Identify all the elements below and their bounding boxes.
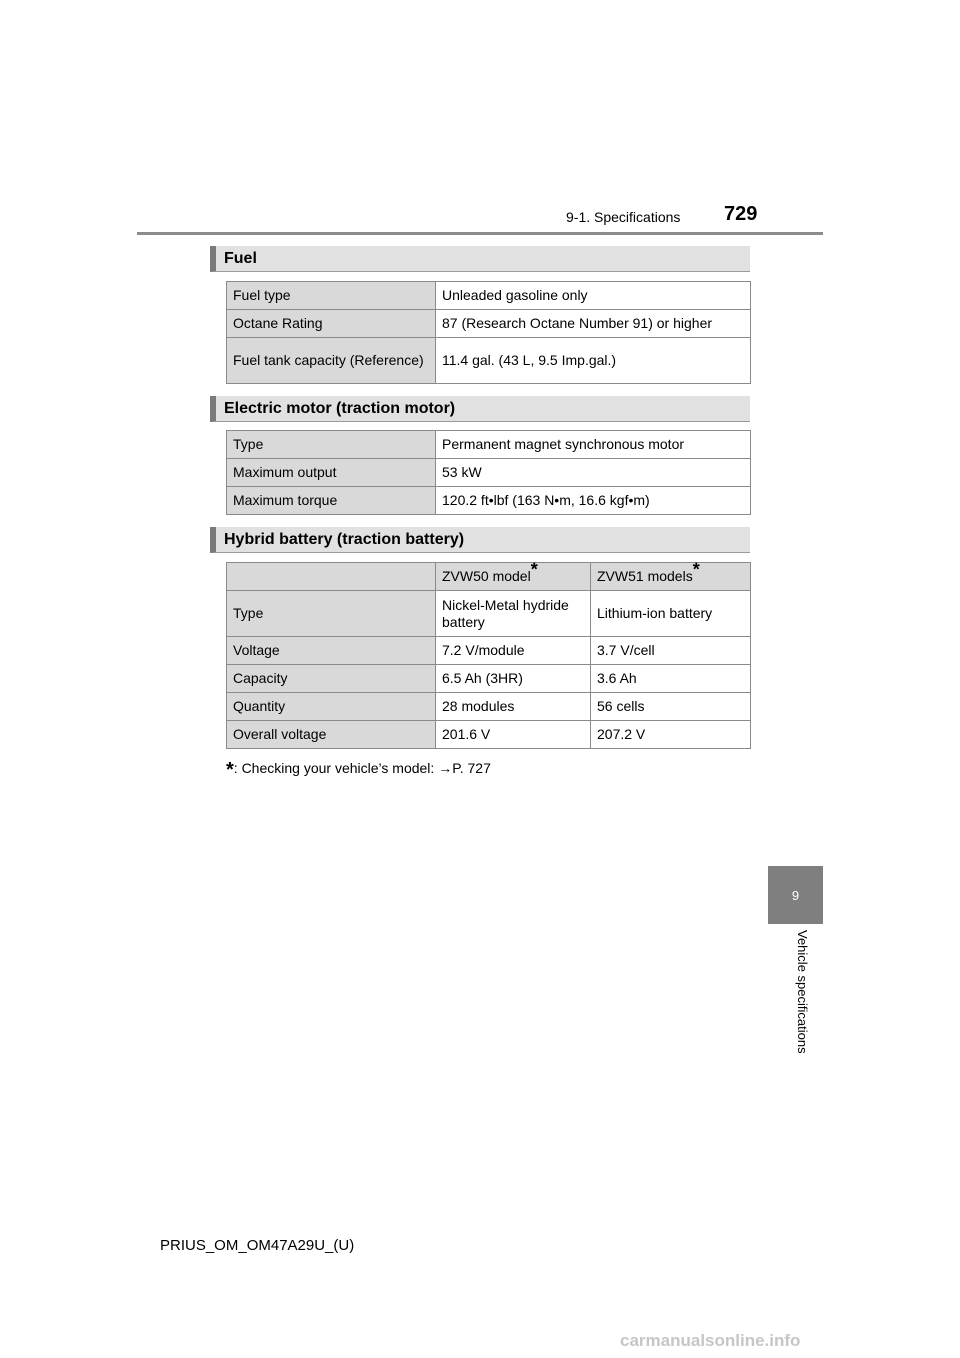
row-label: Maximum torque [227, 487, 436, 515]
row-label: Type [227, 591, 436, 637]
section-title: Electric motor (traction motor) [224, 399, 456, 417]
page-number: 729 [724, 203, 758, 225]
table-row [227, 282, 751, 310]
table-row [227, 310, 751, 338]
column-header-zvw51: ZVW51 models* [591, 563, 751, 591]
section-heading-motor [210, 396, 750, 422]
section-title: Hybrid battery (traction battery) [224, 530, 465, 548]
section-heading-battery [210, 527, 750, 553]
row-value-zvw50: 7.2 V/module [436, 637, 591, 665]
row-value-zvw51: 3.7 V/cell [591, 637, 751, 665]
chapter-tab[interactable] [768, 866, 823, 924]
table-row [227, 721, 751, 749]
footnote [226, 756, 491, 779]
row-value: Unleaded gasoline only [436, 282, 751, 310]
row-value: 53 kW [436, 459, 751, 487]
row-label: Fuel type [227, 282, 436, 310]
row-value-zvw50: 28 modules [436, 693, 591, 721]
table-row [227, 338, 751, 384]
row-value: 120.2 ft•lbf (163 N•m, 16.6 kgf•m) [436, 487, 751, 515]
row-label: Voltage [227, 637, 436, 665]
section-heading-fuel [210, 246, 750, 272]
watermark: carmanualsonline.info [620, 1331, 801, 1350]
table-row [227, 487, 751, 515]
row-value: 87 (Research Octane Number 91) or higher [436, 310, 751, 338]
table-header-row [227, 563, 751, 591]
row-value-zvw51: 56 cells [591, 693, 751, 721]
header-empty-cell [227, 563, 436, 591]
footnote-asterisk: * [226, 759, 234, 781]
row-value-zvw50: Nickel-Metal hydride battery [436, 591, 591, 637]
row-value: Permanent magnet synchronous motor [436, 431, 751, 459]
row-label: Overall voltage [227, 721, 436, 749]
section-title: Fuel [224, 249, 257, 267]
table-row [227, 637, 751, 665]
chapter-number: 9 [791, 887, 800, 903]
table-row [227, 431, 751, 459]
row-value-zvw51: 207.2 V [591, 721, 751, 749]
chapter-title: Vehicle specifications [795, 930, 810, 1054]
motor-table [226, 430, 751, 515]
row-label: Octane Rating [227, 310, 436, 338]
row-value: 11.4 gal. (43 L, 9.5 Imp.gal.) [436, 338, 751, 384]
row-value-zvw51: Lithium-ion battery [591, 591, 751, 637]
fuel-table [226, 281, 751, 384]
row-label: Quantity [227, 693, 436, 721]
table-row [227, 693, 751, 721]
row-label: Capacity [227, 665, 436, 693]
asterisk-marker: * [530, 559, 538, 580]
row-value-zvw51: 3.6 Ah [591, 665, 751, 693]
table-row [227, 459, 751, 487]
table-row [227, 665, 751, 693]
column-header-zvw50: ZVW50 model* [436, 563, 591, 591]
row-value-zvw50: 201.6 V [436, 721, 591, 749]
table-row [227, 591, 751, 637]
asterisk-marker: * [692, 559, 700, 580]
header-divider [137, 232, 823, 235]
footnote-text[interactable]: : Checking your vehicle’s model: →P. 727 [233, 760, 491, 776]
row-label: Type [227, 431, 436, 459]
header-section-title: 9-1. Specifications [566, 209, 681, 225]
row-label: Fuel tank capacity (Reference) [227, 338, 436, 384]
battery-table [226, 559, 751, 749]
row-label: Maximum output [227, 459, 436, 487]
row-value-zvw50: 6.5 Ah (3HR) [436, 665, 591, 693]
document-code: PRIUS_OM_OM47A29U_(U) [160, 1237, 355, 1254]
